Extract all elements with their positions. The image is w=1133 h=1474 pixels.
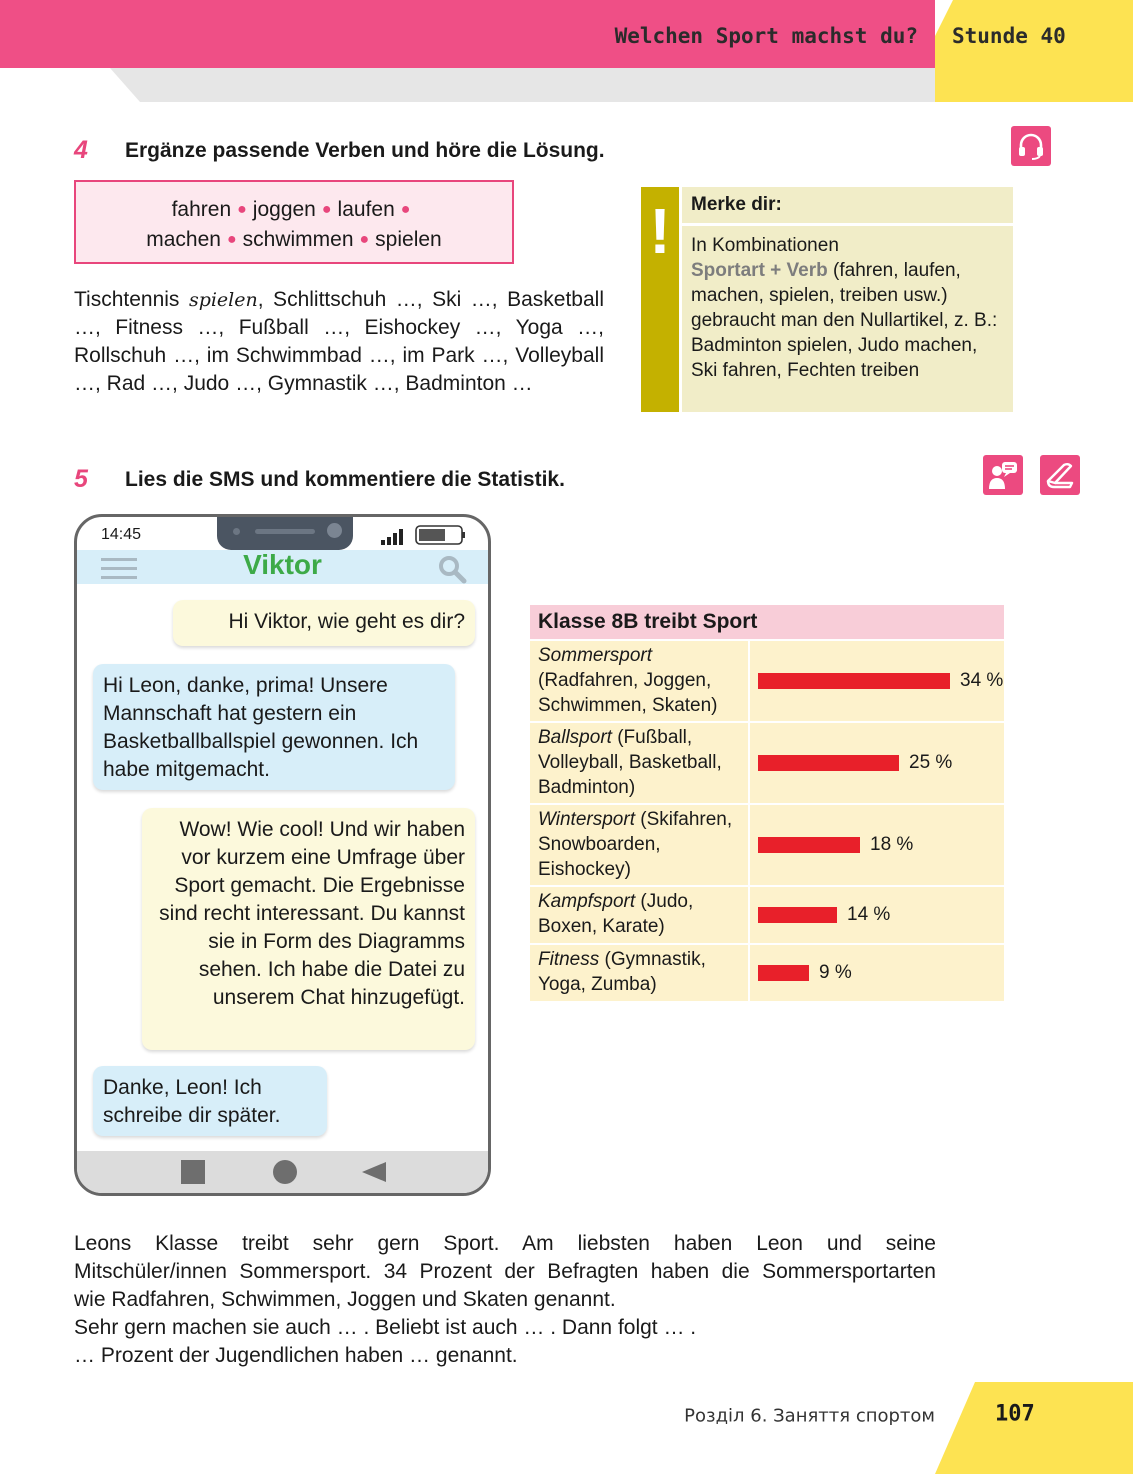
page-corner <box>935 1382 1133 1474</box>
bar-value-label: 14 % <box>847 904 891 925</box>
word: fahren <box>171 198 232 221</box>
word: machen <box>146 228 221 251</box>
book-icon[interactable] <box>1040 455 1080 495</box>
bullet: ● <box>400 201 411 218</box>
paragraph-line: Mitschüler/innen Sommersport. 34 Prozent der Befragten haben die Sommersportarten <box>74 1260 936 1283</box>
word-box <box>74 180 514 264</box>
category-name: Sommersport <box>538 645 653 666</box>
paragraph-line: Sehr gern machen sie auch … . Beliebt ist auch … . Dann folgt … . <box>74 1316 697 1339</box>
category-name: Fitness <box>538 949 600 970</box>
merke-examples: Badminton spielen, Judo machen, Ski fahren, Fechten treiben <box>691 335 978 381</box>
bar <box>758 673 950 689</box>
category-name: Kampfsport <box>538 891 636 912</box>
category-label <box>530 641 748 721</box>
lesson-label: Stunde 40 <box>952 24 1066 48</box>
exercise-rest: , Schlittschuh …, Ski …, Basketball …, Fitness …, Fußball …, Eishockey …, Yoga …, Rollschuh …, im Schwimmbad …, im Park …, Volleyball …, Rad …, Judo …, Gymnastik …, Badminton … <box>74 288 604 395</box>
paragraph-line: … Prozent der Jugendlichen haben … genannt. <box>74 1344 518 1367</box>
exercise-start: Tischtennis <box>74 288 180 311</box>
merke-rule <box>691 258 1004 333</box>
bullet: ● <box>237 201 247 218</box>
phone-notch <box>217 514 353 550</box>
word: spielen <box>375 228 442 251</box>
chart-row <box>530 639 1004 721</box>
bullet: ● <box>321 201 332 218</box>
header-shadow <box>110 68 935 102</box>
bar-value-label: 34 % <box>960 670 1004 691</box>
paragraph-line: Leons Klasse treibt sehr gern Sport. Am liebsten haben Leon und seine <box>74 1232 936 1255</box>
word: schwimmen <box>242 228 354 251</box>
phone-time: 14:45 <box>101 526 142 543</box>
phone-mockup <box>74 514 491 1196</box>
category-label <box>530 723 748 803</box>
category-detail: (Fußball, Volleyball, Basketball, Badminton) <box>538 727 722 798</box>
page-number: 107 <box>995 1401 1035 1427</box>
category-detail: (Skifahren, Snowboarden, Eishockey) <box>538 809 733 880</box>
task-instruction: Lies die SMS und kommentiere die Statistik. <box>125 468 565 491</box>
chart-rows <box>530 639 1004 1001</box>
bar-value-label: 18 % <box>870 834 914 855</box>
square-nav-icon[interactable] <box>181 1160 205 1184</box>
merke-body <box>682 226 1013 412</box>
bar <box>758 907 837 923</box>
bar-cell <box>750 641 1004 721</box>
category-label <box>530 805 748 885</box>
message-bubble: Hi Viktor, wie geht es dir? <box>173 600 475 646</box>
bullet: ● <box>226 231 237 248</box>
message-bubble: Hi Leon, danke, prima! Unsere Mannschaft hat gestern ein Basketballballspiel gewonnen. Ich habe mitgemacht. <box>93 664 455 790</box>
summary-paragraph <box>74 1230 936 1370</box>
category-name: Ballsport <box>538 727 612 748</box>
merke-marker <box>641 187 679 412</box>
bar-cell <box>750 723 1004 803</box>
chart-row <box>530 943 1004 1001</box>
chat-icon[interactable] <box>983 455 1023 495</box>
contact-name: Viktor <box>243 549 322 580</box>
word: joggen <box>252 198 316 221</box>
sport-statistics-chart <box>530 605 1004 1001</box>
task-number: 4 <box>74 136 88 164</box>
back-nav-icon[interactable] <box>362 1160 386 1189</box>
bar-cell <box>750 887 1004 943</box>
merke-title: Merke dir: <box>682 187 1013 223</box>
task-number: 5 <box>74 465 88 493</box>
search-icon[interactable] <box>437 554 467 589</box>
bullet: ● <box>359 231 370 248</box>
message-bubble: Wow! Wie cool! Und wir haben vor kurzem eine Umfrage über Sport gemacht. Die Ergebnisse sind recht interessant. Du kannst sie in Form des Diagramms sehen. Ich habe die Datei zu unserem Chat hinzugefügt. <box>142 808 475 1050</box>
signal-icon <box>381 527 409 550</box>
category-label <box>530 887 748 943</box>
chapter-label: Розділ 6. Заняття спортом <box>684 1405 935 1427</box>
task-instruction: Ergänze passende Verben und höre die Lösung. <box>125 139 605 162</box>
bar-cell <box>750 945 1004 1001</box>
bar-value-label: 25 % <box>909 752 953 773</box>
bar-cell <box>750 805 1004 885</box>
merke-bold: Sportart + Verb <box>691 260 828 281</box>
page-title: Welchen Sport machst du? <box>614 24 918 48</box>
chart-title: Klasse 8B treibt Sport <box>530 605 1004 639</box>
paragraph-line: wie Radfahren, Schwimmen, Joggen und Skaten genannt. <box>74 1288 616 1311</box>
bar <box>758 755 899 771</box>
exercise-text <box>74 286 604 398</box>
category-detail: (Radfahren, Joggen, Schwimmen, Skaten) <box>538 670 718 716</box>
message-bubble: Danke, Leon! Ich schreibe dir später. <box>93 1066 327 1136</box>
phone-nav-bar <box>77 1151 488 1193</box>
home-nav-icon[interactable] <box>273 1160 297 1184</box>
category-name: Wintersport <box>538 809 635 830</box>
bar <box>758 965 809 981</box>
bar <box>758 837 860 853</box>
word: laufen <box>337 198 395 221</box>
chart-row <box>530 803 1004 885</box>
chart-row <box>530 885 1004 943</box>
bar-value-label: 9 % <box>819 962 852 983</box>
category-label <box>530 945 748 1001</box>
merke-line: In Kombinationen <box>691 235 839 256</box>
merke-rest: (fahren, laufen, machen, spielen, treiben usw.) gebraucht man den Nullartikel, z. B.: <box>691 260 998 331</box>
lesson-tab <box>935 0 1133 102</box>
category-detail: (Judo, Boxen, Karate) <box>538 891 694 937</box>
headphones-icon[interactable] <box>1011 126 1051 166</box>
battery-icon <box>415 525 467 550</box>
example-answer: spielen <box>188 289 258 311</box>
category-detail: (Gymnastik, Yoga, Zumba) <box>538 949 706 995</box>
chart-row <box>530 721 1004 803</box>
exclamation-icon: ! <box>649 195 671 267</box>
